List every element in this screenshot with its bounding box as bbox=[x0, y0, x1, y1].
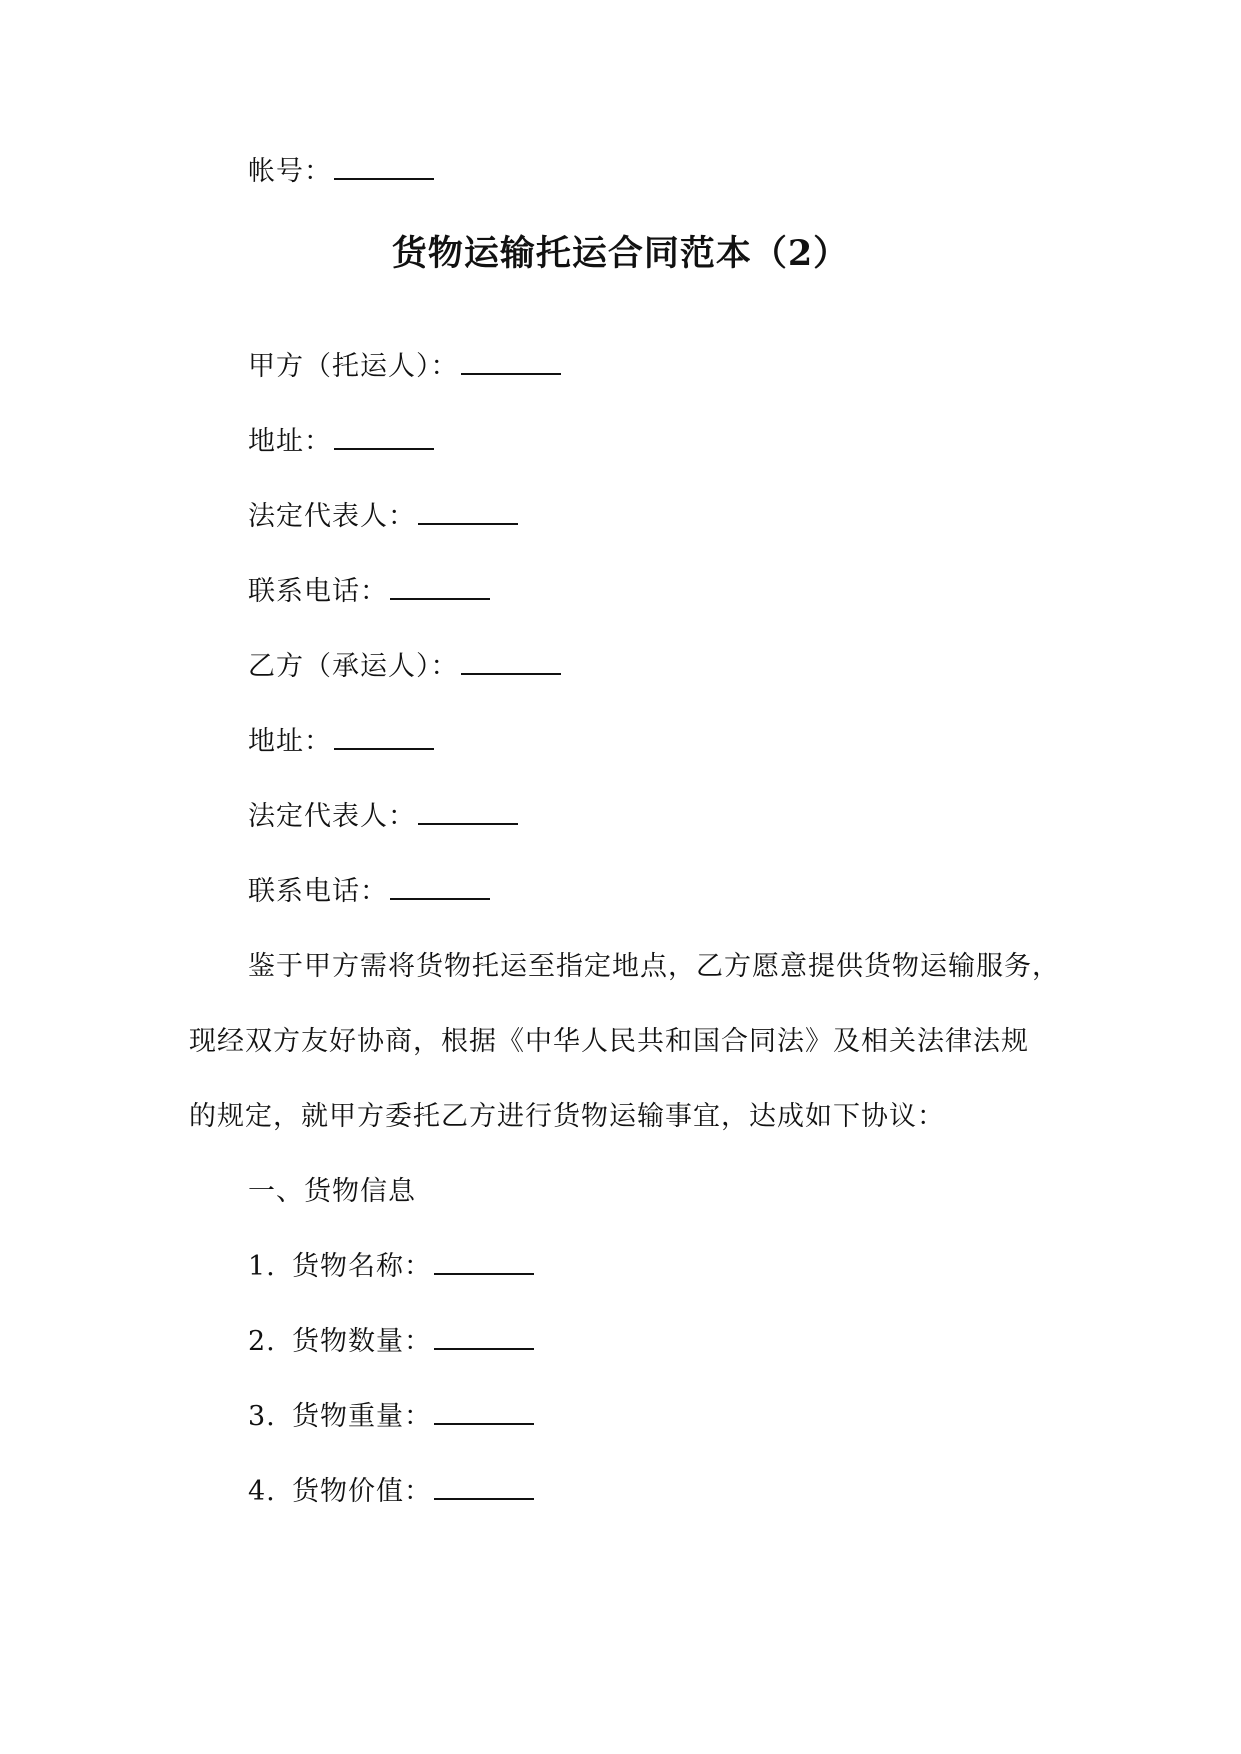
party-b-rep-label: 法定代表人： bbox=[248, 801, 416, 832]
party-b-address-label: 地址： bbox=[248, 726, 332, 757]
party-b-phone-label: 联系电话： bbox=[248, 876, 388, 907]
goods-item-blank bbox=[434, 1247, 534, 1275]
goods-item-label: 货物重量： bbox=[292, 1401, 432, 1432]
goods-item-number: 3. bbox=[248, 1401, 276, 1432]
party-a-name-blank bbox=[461, 347, 561, 375]
goods-item-number: 2. bbox=[248, 1326, 276, 1357]
party-a-name-label: 甲方（托运人）： bbox=[248, 351, 459, 382]
party-a-phone-line bbox=[248, 572, 490, 612]
party-b-rep-line bbox=[248, 797, 518, 837]
section-1-heading: 一、货物信息 bbox=[248, 1176, 416, 1207]
party-a-address-label: 地址： bbox=[248, 426, 332, 457]
goods-item-number: 1. bbox=[248, 1251, 276, 1282]
goods-item-label: 货物名称： bbox=[292, 1251, 432, 1282]
party-b-phone-blank bbox=[390, 872, 490, 900]
party-b-name-blank bbox=[461, 647, 561, 675]
party-a-phone-label: 联系电话： bbox=[248, 576, 388, 607]
party-a-address-line bbox=[248, 422, 434, 462]
account-line bbox=[248, 152, 434, 192]
preamble-line-1: 鉴于甲方需将货物托运至指定地点，乙方愿意提供货物运输服务， bbox=[248, 951, 1060, 982]
goods-item-blank bbox=[434, 1472, 534, 1500]
party-a-phone-blank bbox=[390, 572, 490, 600]
party-a-name-line bbox=[248, 347, 561, 387]
party-a-rep-label: 法定代表人： bbox=[248, 501, 416, 532]
party-a-rep-line bbox=[248, 497, 518, 537]
goods-item bbox=[248, 1472, 534, 1512]
party-b-phone-line bbox=[248, 872, 490, 912]
goods-item-blank bbox=[434, 1322, 534, 1350]
party-b-name-label: 乙方（承运人）： bbox=[248, 651, 459, 682]
goods-item-label: 货物数量： bbox=[292, 1326, 432, 1357]
goods-item-label: 货物价值： bbox=[292, 1476, 432, 1507]
goods-item-blank bbox=[434, 1397, 534, 1425]
party-b-address-blank bbox=[334, 722, 434, 750]
account-blank bbox=[334, 152, 434, 180]
party-b-name-line bbox=[248, 647, 561, 687]
party-b-rep-blank bbox=[418, 797, 518, 825]
goods-item bbox=[248, 1322, 534, 1362]
preamble-line-2: 现经双方友好协商，根据《中华人民共和国合同法》及相关法律法规 bbox=[189, 1026, 1029, 1057]
goods-item bbox=[248, 1397, 534, 1437]
party-b-address-line bbox=[248, 722, 434, 762]
document-title: 货物运输托运合同范本（2） bbox=[391, 233, 850, 274]
preamble-line-3: 的规定，就甲方委托乙方进行货物运输事宜，达成如下协议： bbox=[189, 1101, 945, 1132]
goods-item-number: 4. bbox=[248, 1476, 276, 1507]
goods-item bbox=[248, 1247, 534, 1287]
party-a-address-blank bbox=[334, 422, 434, 450]
party-a-rep-blank bbox=[418, 497, 518, 525]
account-label: 帐号： bbox=[248, 156, 332, 187]
